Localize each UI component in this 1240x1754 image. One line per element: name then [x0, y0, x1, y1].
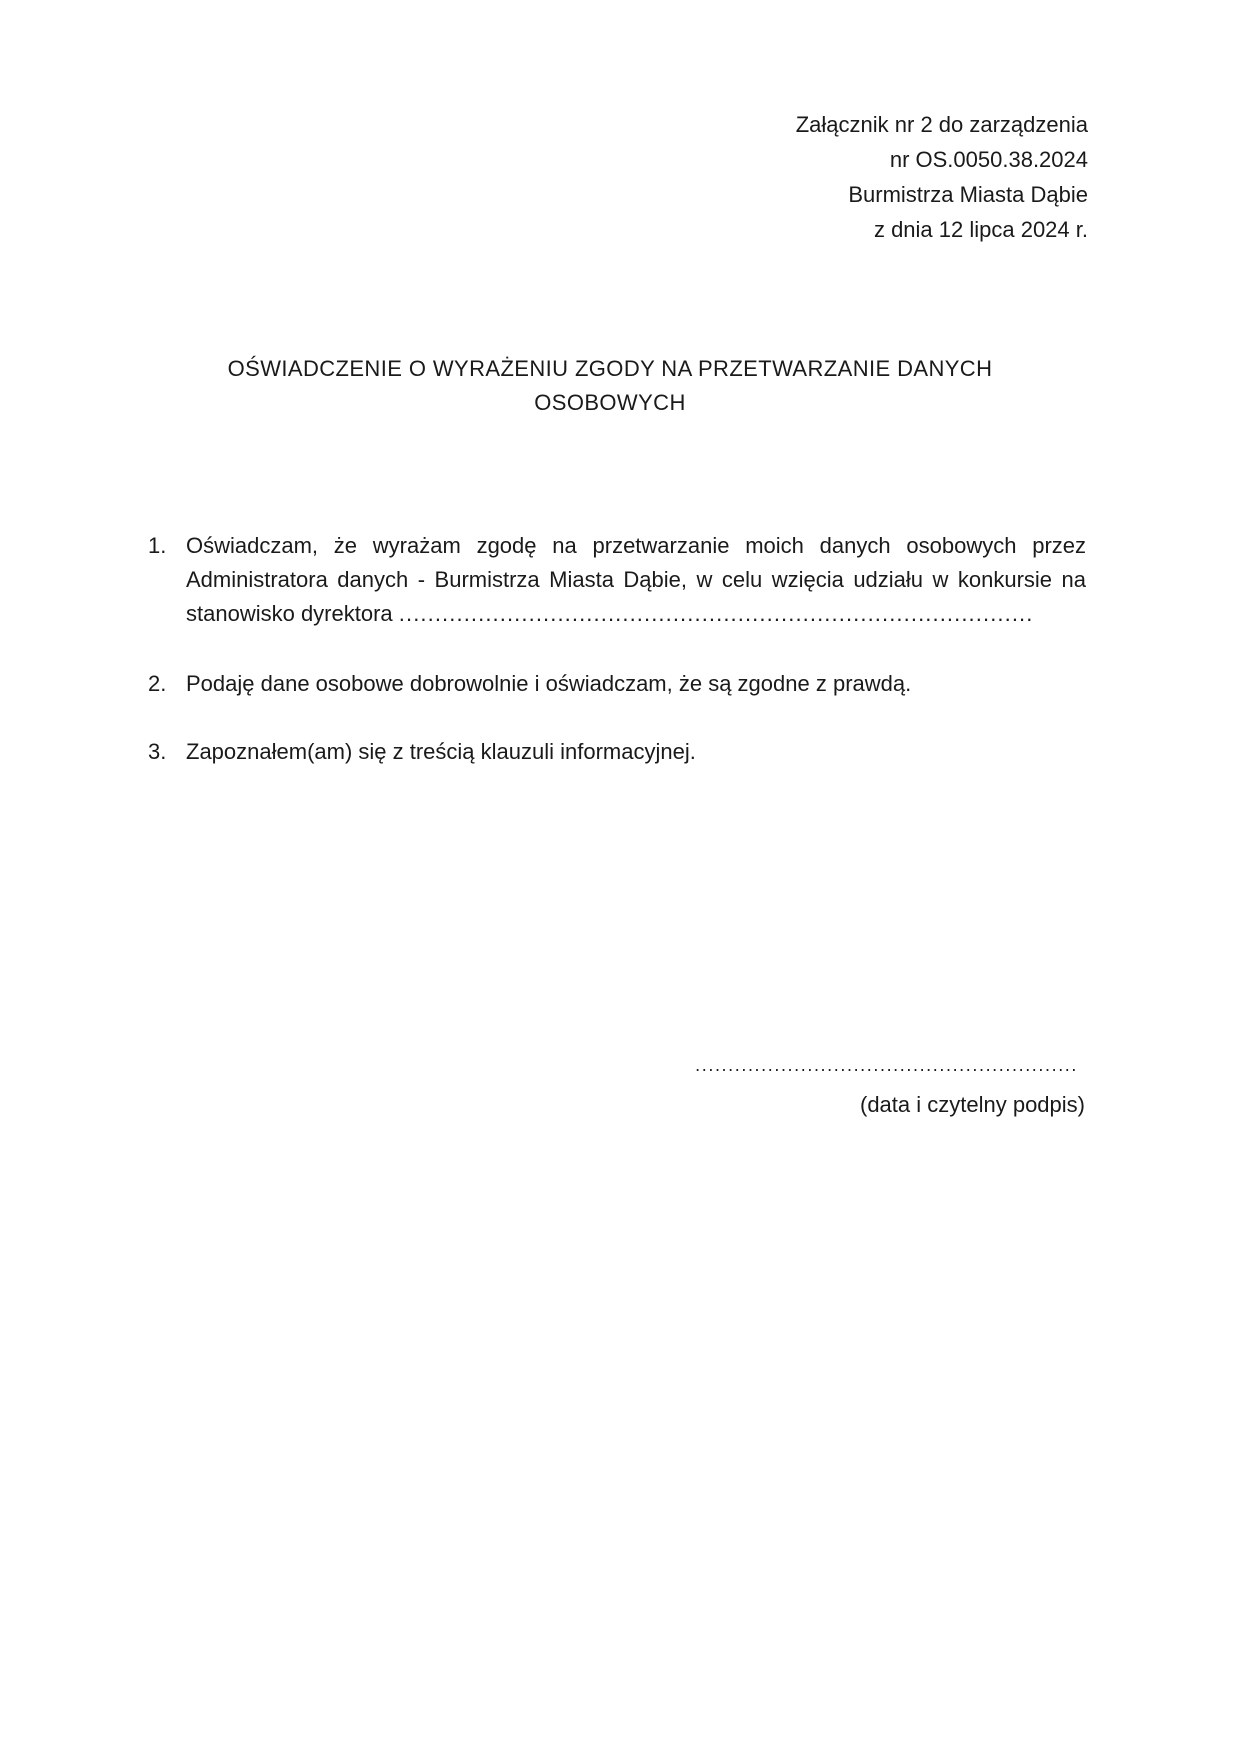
list-item — [148, 529, 1086, 631]
annex-header-line-1: Załącznik nr 2 do zarządzenia — [795, 112, 1088, 137]
signature-line: .......................................................... — [695, 1055, 1078, 1075]
list-item-text: Zapoznałem(am) się z treścią klauzuli informacyjnej. — [186, 739, 696, 764]
list-item-text-content: Oświadczam, że wyrażam zgodę na przetwarzanie moich danych osobowych przez Administratora danych - Burmistrza Miasta Dąbie, w celu wzięcia udziału w konkursie na stanowisko dyrektora — [186, 533, 1086, 626]
annex-header-line-2: nr OS.0050.38.2024 — [889, 147, 1088, 172]
document-title — [150, 352, 1070, 420]
position-fill-in-field: ........................................................................................ — [398, 601, 1034, 626]
list-item-number: 3. — [148, 739, 167, 764]
list-item-text — [186, 529, 1086, 631]
list-item-number: 1. — [148, 533, 167, 558]
signature-caption: (data i czytelny podpis) — [860, 1092, 1085, 1117]
list-item-number: 2. — [148, 671, 167, 696]
list-item — [148, 735, 1086, 769]
annex-header-line-4: z dnia 12 lipca 2024 r. — [873, 217, 1088, 242]
statement-list — [148, 529, 1086, 769]
list-item-text: Podaję dane osobowe dobrowolnie i oświadczam, że są zgodne z prawdą. — [186, 671, 912, 696]
document-title-line-1: OŚWIADCZENIE O WYRAŻENIU ZGODY NA PRZETWARZANIE DANYCH — [227, 356, 993, 381]
list-item — [148, 667, 1086, 701]
annex-header — [796, 107, 1088, 247]
document-title-line-2: OSOBOWYCH — [534, 390, 686, 415]
annex-header-line-3: Burmistrza Miasta Dąbie — [848, 182, 1088, 207]
